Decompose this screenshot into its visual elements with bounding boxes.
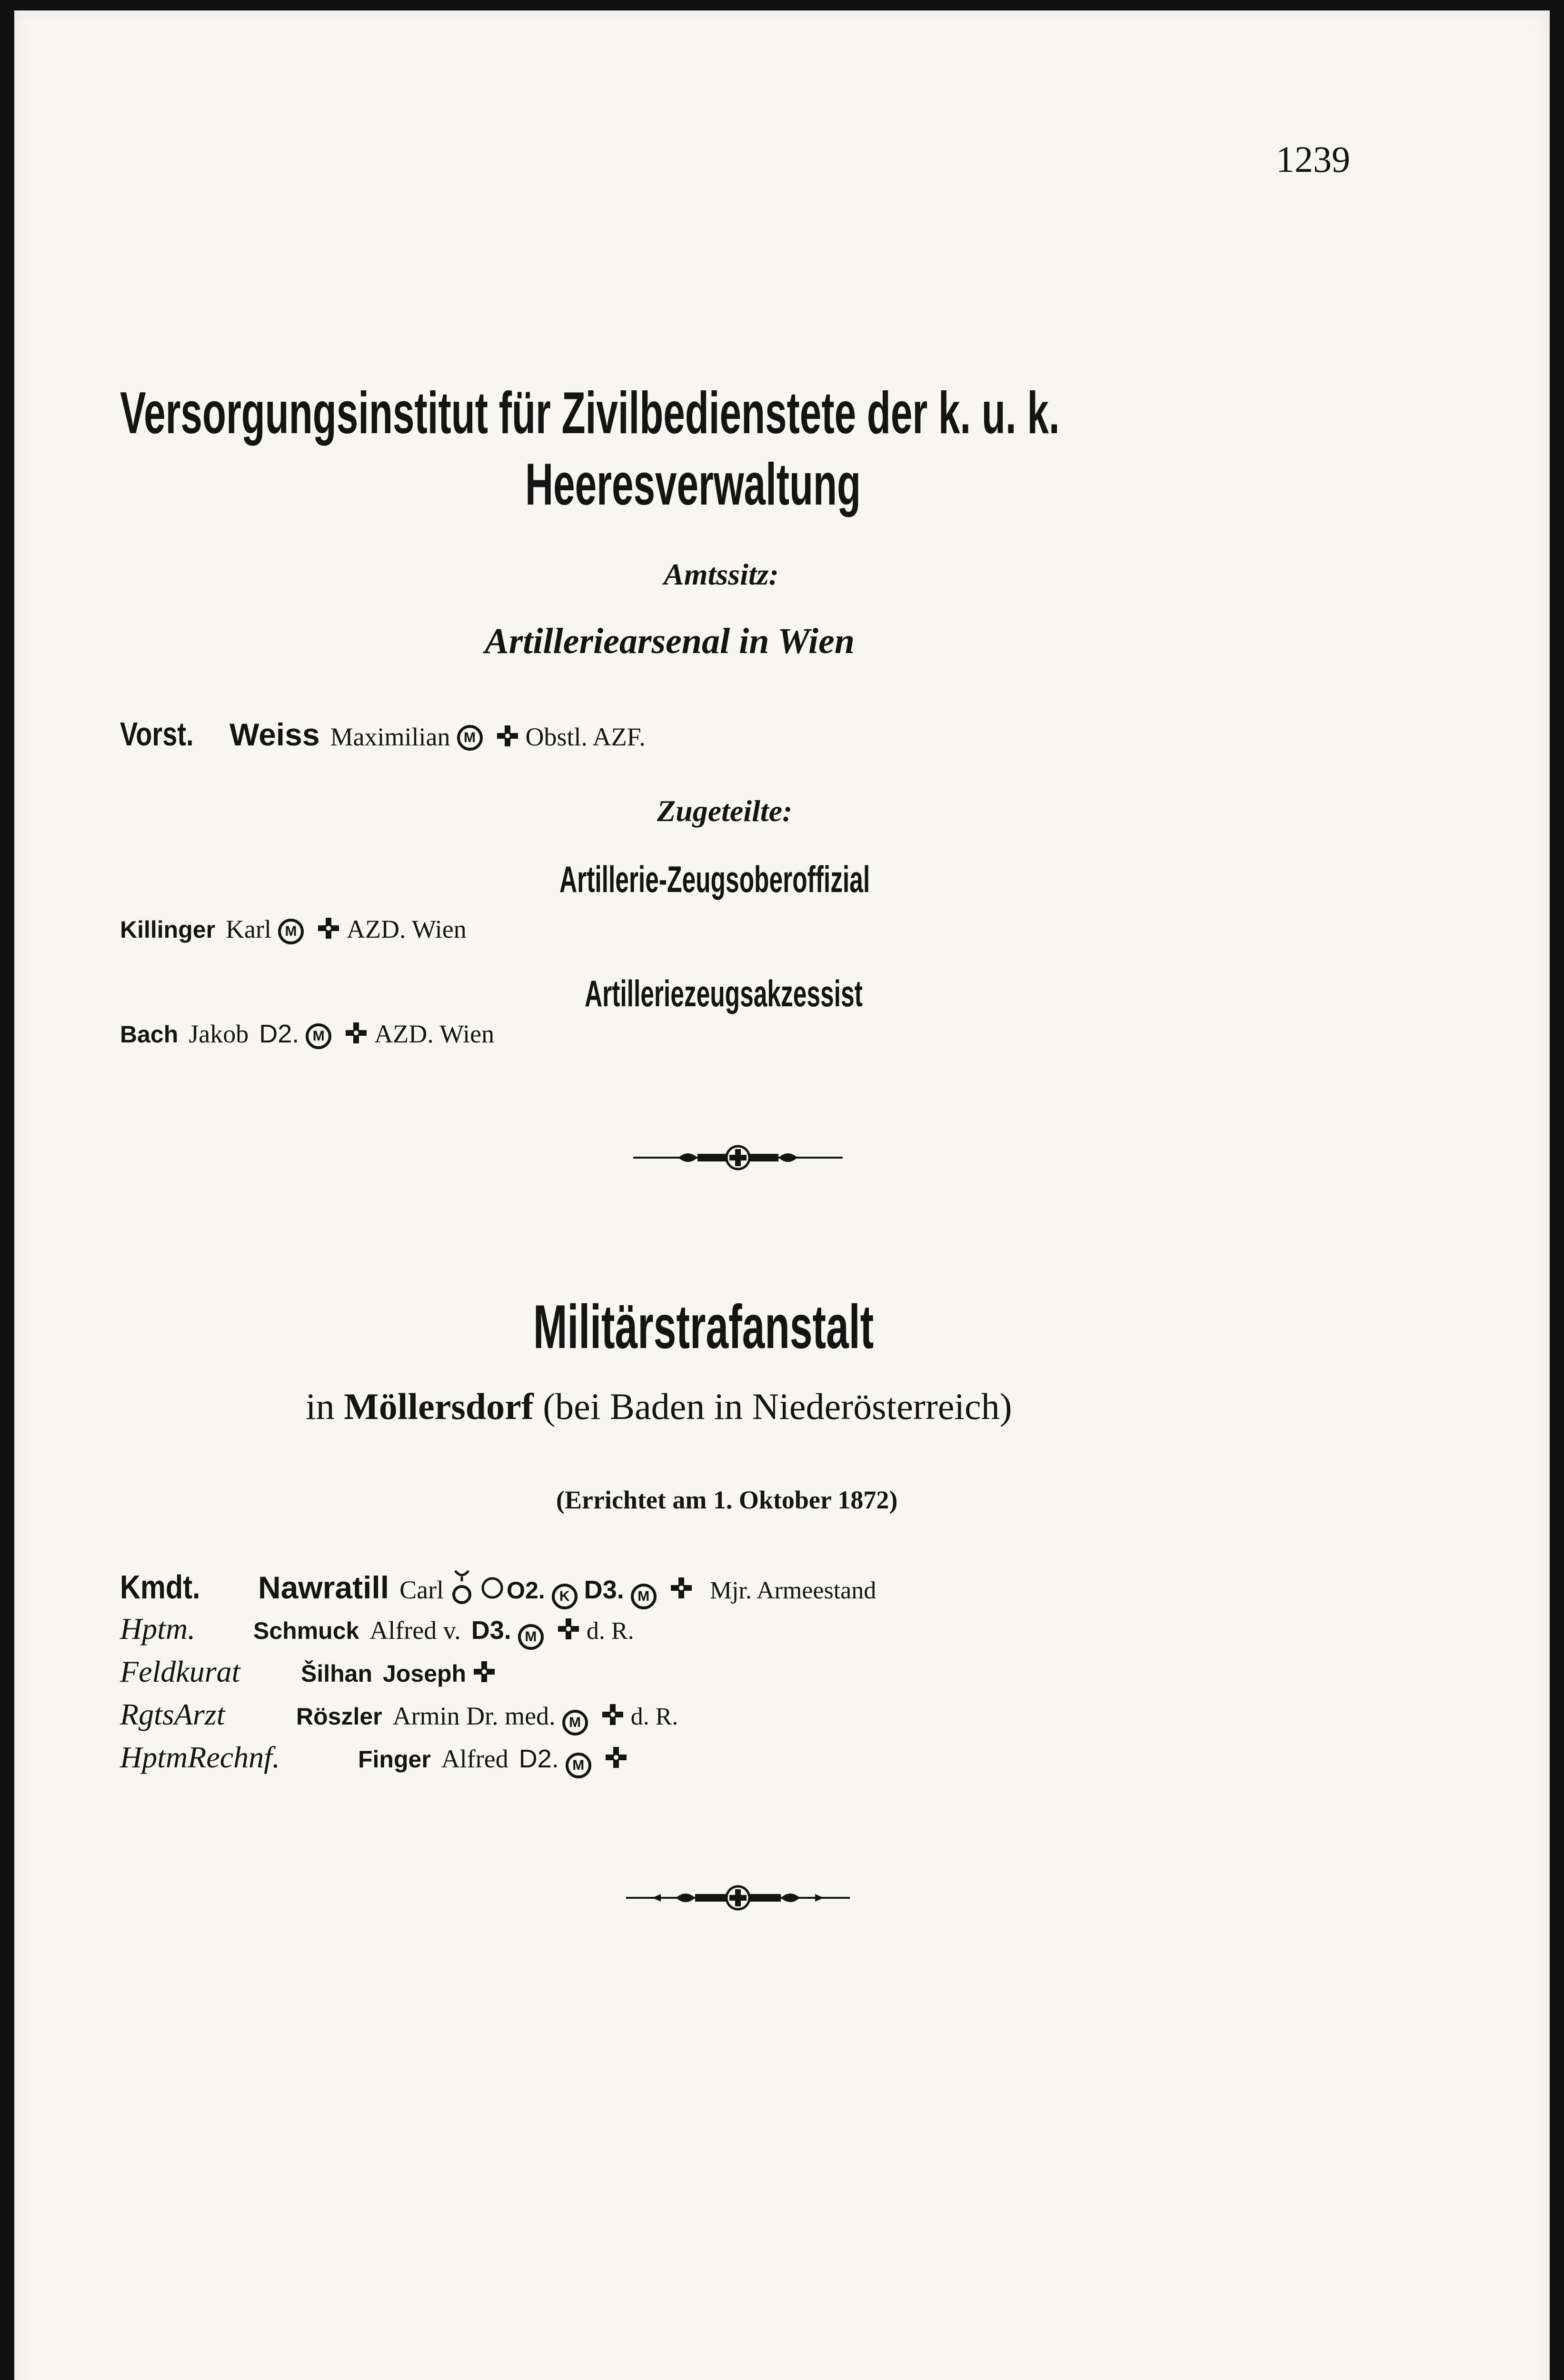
staff-row	[120, 1739, 634, 1785]
cross-icon	[605, 1746, 628, 1785]
section1-title-line1: Versorgungsinstitut für Zivilbedienstete der k. u. k.	[120, 380, 1060, 446]
group2-surname: Bach	[120, 1021, 179, 1048]
staff-surname: Finger	[358, 1746, 431, 1773]
cross-icon	[670, 1577, 693, 1616]
staff-role: Feldkurat	[120, 1655, 240, 1688]
section2-subtitle	[306, 1385, 1012, 1428]
section2-title: Militärstrafanstalt	[533, 1292, 874, 1361]
staff-rank: Mjr. Armeestand	[709, 1577, 877, 1604]
founded-note: (Errichtet am 1. Oktober 1872)	[556, 1486, 898, 1514]
medal-k-icon: K	[552, 1584, 578, 1609]
staff-row	[120, 1611, 634, 1656]
staff-deco: D3.	[584, 1576, 624, 1604]
group2-rank: AZD. Wien	[374, 1020, 495, 1048]
staff-surname: Šilhan	[301, 1660, 373, 1687]
staff-role: RgtsArzt	[120, 1697, 225, 1731]
medal-icon: M	[278, 919, 304, 944]
staff-given: Alfred v.	[369, 1616, 461, 1645]
assigned-label: Zugeteilte:	[657, 794, 793, 828]
staff-deco: D3.	[471, 1616, 511, 1645]
staff-given: Carl	[399, 1576, 444, 1604]
group1-rank: AZD. Wien	[346, 915, 467, 943]
staff-rank: d. R.	[586, 1617, 634, 1645]
medal-icon: M	[562, 1710, 588, 1735]
staff-surname: Nawratill	[258, 1570, 389, 1605]
cross-icon	[345, 1018, 368, 1054]
head-surname: Weiss	[229, 717, 320, 752]
medal-icon: M	[306, 1023, 331, 1049]
cross-icon	[496, 719, 519, 757]
medal-icon: M	[518, 1624, 544, 1650]
staff-role: Kmdt.	[120, 1568, 200, 1606]
head-role: Vorst.	[120, 715, 194, 753]
staff-row	[120, 1696, 678, 1742]
group2-decoration: D2.	[259, 1020, 299, 1048]
cross-icon	[601, 1703, 624, 1742]
staff-pre: O2.	[507, 1577, 545, 1604]
ornament-divider	[633, 1143, 843, 1174]
seat-label: Amtssitz:	[664, 557, 779, 591]
group2-given: Jakob	[189, 1020, 249, 1048]
ornament-divider	[626, 1884, 850, 1914]
medal-icon: M	[631, 1584, 657, 1609]
group1-given: Karl	[226, 915, 271, 943]
subtitle-post: (bei Baden in Niederösterreich)	[543, 1386, 1012, 1427]
staff-surname: Röszler	[296, 1703, 382, 1730]
cross-icon	[557, 1617, 580, 1656]
medal-icon: M	[566, 1753, 591, 1778]
staff-row	[120, 1654, 502, 1699]
group1-surname: Killinger	[120, 916, 216, 943]
cross-icon	[317, 913, 340, 950]
subtitle-pre: in	[306, 1386, 335, 1427]
document-page	[14, 10, 1550, 2380]
head-entry	[120, 715, 646, 757]
staff-surname: Schmuck	[253, 1617, 359, 1644]
staff-rank: d. R.	[630, 1703, 678, 1730]
staff-deco: D2.	[518, 1745, 559, 1773]
group1-heading: Artillerie-Zeugsoberoffizial	[559, 858, 870, 900]
staff-given: Alfred	[441, 1745, 508, 1773]
staff-given: Armin Dr. med.	[392, 1702, 556, 1730]
staff-role: Hptm.	[120, 1612, 196, 1646]
head-given: Maximilian	[330, 723, 450, 751]
group1-entry	[120, 911, 467, 950]
group2-heading: Artilleriezeugsakzessist	[585, 972, 863, 1014]
seat-location: Artilleriearsenal in Wien	[485, 621, 855, 661]
subtitle-place: Möllersdorf	[344, 1386, 534, 1427]
staff-given: Joseph	[383, 1660, 467, 1687]
head-rank: Obstl. AZF.	[525, 723, 646, 751]
medal-icon: M	[457, 725, 483, 751]
page-number: 1239	[1276, 139, 1350, 180]
cross-icon	[473, 1660, 496, 1699]
section1-title-line2: Heeresverwaltung	[525, 452, 861, 517]
group2-entry	[120, 1016, 494, 1054]
staff-role: HptmRechnf.	[120, 1740, 280, 1774]
